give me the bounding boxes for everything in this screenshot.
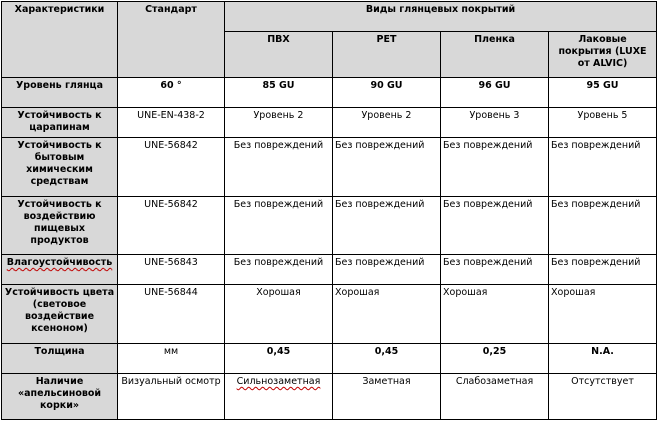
row-label: Устойчивость цвета (световое воздействие ксеноном): [2, 284, 118, 343]
cell-value: Без повреждений: [333, 255, 441, 285]
header-col-pet: PET: [333, 31, 441, 77]
row-standard: мм: [118, 344, 225, 374]
cell-value: Без повреждений: [549, 138, 657, 196]
cell-value: 95 GU: [549, 77, 657, 107]
row-standard: UNE-56842: [118, 138, 225, 196]
cell-value: 0,25: [441, 344, 549, 374]
cell-value: Хорошая: [441, 284, 549, 343]
row-standard: UNE-56844: [118, 284, 225, 343]
table-row: [2, 138, 657, 196]
row-label-text: Влагоустойчивость: [6, 257, 113, 269]
cell-value: [225, 373, 333, 419]
row-label: Наличие «апельсиновой корки»: [2, 373, 118, 419]
cell-value: Без повреждений: [441, 138, 549, 196]
table-row: [2, 107, 657, 138]
row-standard: 60 °: [118, 77, 225, 107]
header-standard: Стандарт: [118, 2, 225, 78]
table-row: [2, 255, 657, 285]
row-standard: UNE-56842: [118, 196, 225, 254]
header-coating-types: Виды глянцевых покрытий: [225, 2, 657, 32]
cell-value-text: Сильнозаметная: [236, 375, 321, 387]
table-row: [2, 77, 657, 107]
header-characteristics: Характеристики: [2, 2, 118, 78]
cell-value: Без повреждений: [549, 196, 657, 254]
cell-value: Хорошая: [225, 284, 333, 343]
cell-value: Уровень 3: [441, 107, 549, 138]
cell-value: 0,45: [333, 344, 441, 374]
row-standard: UNE-56843: [118, 255, 225, 285]
table-row: [2, 373, 657, 419]
table-row: [2, 284, 657, 343]
cell-value: Хорошая: [549, 284, 657, 343]
cell-value: Заметная: [333, 373, 441, 419]
row-standard: Визуальный осмотр: [118, 373, 225, 419]
cell-value: Без повреждений: [441, 196, 549, 254]
cell-value: Без повреждений: [225, 196, 333, 254]
row-label: Устойчивость к воздействию пищевых продуктов: [2, 196, 118, 254]
cell-value: 0,45: [225, 344, 333, 374]
cell-value: 90 GU: [333, 77, 441, 107]
cell-value: Без повреждений: [333, 138, 441, 196]
cell-value: Без повреждений: [225, 138, 333, 196]
row-label: Толщина: [2, 344, 118, 374]
header-col-lacquer: Лаковые покрытия (LUXE от ALVIC): [549, 31, 657, 77]
cell-value: 96 GU: [441, 77, 549, 107]
table-row: [2, 344, 657, 374]
cell-value: Уровень 2: [333, 107, 441, 138]
cell-value: N.A.: [549, 344, 657, 374]
cell-value: Без повреждений: [333, 196, 441, 254]
table-row: [2, 196, 657, 254]
cell-value: 85 GU: [225, 77, 333, 107]
cell-value: Без повреждений: [549, 255, 657, 285]
row-standard: UNE-EN-438-2: [118, 107, 225, 138]
cell-value: Уровень 5: [549, 107, 657, 138]
row-label: Устойчивость к царапинам: [2, 107, 118, 138]
gloss-coatings-table: [1, 1, 657, 420]
cell-value: Без повреждений: [225, 255, 333, 285]
header-col-film: Пленка: [441, 31, 549, 77]
cell-value: Уровень 2: [225, 107, 333, 138]
cell-value: Хорошая: [333, 284, 441, 343]
cell-value: Отсутствует: [549, 373, 657, 419]
header-col-pvc: ПВХ: [225, 31, 333, 77]
cell-value: Без повреждений: [441, 255, 549, 285]
row-label: Уровень глянца: [2, 77, 118, 107]
row-label: Устойчивость к бытовым химическим средствам: [2, 138, 118, 196]
row-label: [2, 255, 118, 285]
cell-value: Слабозаметная: [441, 373, 549, 419]
header-row-1: [2, 2, 657, 32]
